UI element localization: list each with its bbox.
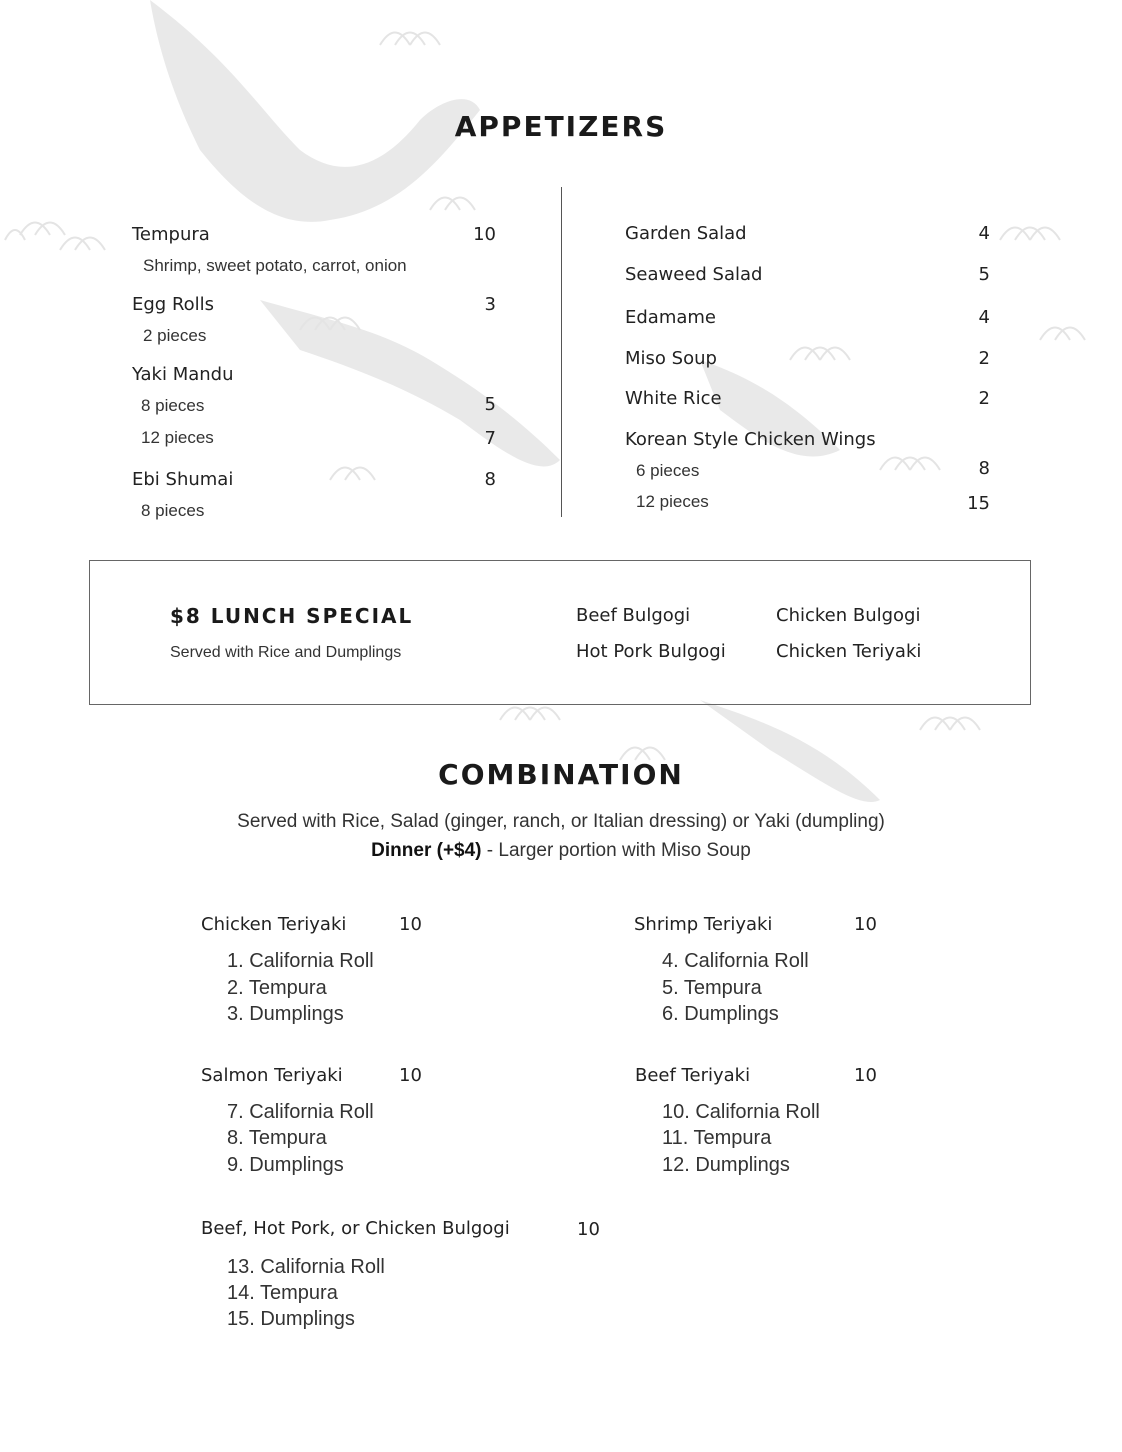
menu-item-option: 12 pieces: [141, 428, 214, 447]
menu-item-option: 8 pieces: [141, 396, 205, 415]
column-divider: [561, 187, 562, 517]
combo-group-name: Salmon Teriyaki: [201, 1065, 343, 1086]
appetizers-heading: APPETIZERS: [454, 110, 668, 143]
combo-option: 3. Dumplings: [227, 1003, 344, 1025]
combo-group-name: Shrimp Teriyaki: [634, 914, 773, 935]
menu-item-price: 8: [484, 469, 496, 490]
lunch-special-subtitle: Served with Rice and Dumplings: [170, 644, 402, 661]
lunch-special-title: $8 LUNCH SPECIAL: [170, 604, 414, 628]
menu-item-price: 4: [978, 223, 990, 244]
combo-group-name: Beef Teriyaki: [635, 1065, 751, 1086]
combo-option: 12. Dumplings: [662, 1154, 790, 1176]
menu-item-name: Edamame: [625, 307, 717, 328]
combo-group-price: 10: [854, 1065, 877, 1086]
menu-item-price: 4: [978, 307, 990, 328]
menu-item-name: Miso Soup: [625, 348, 717, 369]
menu-item-price: 7: [484, 428, 496, 449]
menu-item-price: 8: [978, 458, 990, 479]
menu-item-name: Tempura: [132, 224, 210, 245]
combination-heading: COMBINATION: [438, 758, 684, 791]
menu-item-option: 12 pieces: [636, 492, 709, 511]
combo-group-price: 10: [854, 914, 877, 935]
combo-option: 2. Tempura: [227, 977, 327, 999]
menu-item-price: 2: [978, 388, 990, 409]
combo-option: 9. Dumplings: [227, 1154, 344, 1176]
combo-option: 6. Dumplings: [662, 1003, 779, 1025]
lunch-special-item: Beef Bulgogi: [576, 605, 691, 626]
menu-item-price: 15: [967, 493, 990, 514]
menu-item-price: 3: [484, 294, 496, 315]
menu-item-name: Seaweed Salad: [625, 264, 763, 285]
menu-item-name: Korean Style Chicken Wings: [625, 429, 876, 450]
menu-item-detail: Shrimp, sweet potato, carrot, onion: [143, 256, 407, 275]
combo-group-name: Chicken Teriyaki: [201, 914, 347, 935]
combo-option: 7. California Roll: [227, 1101, 374, 1123]
dinner-upgrade-label: Dinner (+$4): [371, 840, 482, 861]
combination-description: Served with Rice, Salad (ginger, ranch, or Italian dressing) or Yaki (dumpling): [237, 811, 885, 832]
menu-item-detail: 2 pieces: [143, 326, 207, 345]
lunch-special-item: Chicken Bulgogi: [776, 605, 921, 626]
combo-option: 11. Tempura: [662, 1127, 772, 1149]
combo-group-price: 10: [577, 1219, 600, 1240]
lunch-special-item: Hot Pork Bulgogi: [576, 641, 726, 662]
combo-option: 1. California Roll: [227, 950, 374, 972]
lunch-special-item: Chicken Teriyaki: [776, 641, 922, 662]
menu-item-name: White Rice: [625, 388, 722, 409]
combo-group-price: 10: [399, 1065, 422, 1086]
menu-item-name: Yaki Mandu: [132, 364, 234, 385]
dinner-upgrade-detail: - Larger portion with Miso Soup: [481, 840, 751, 861]
menu-item-price: 5: [484, 394, 496, 415]
combo-group-price: 10: [399, 914, 422, 935]
menu-item-price: 10: [473, 224, 496, 245]
combo-option: 4. California Roll: [662, 950, 809, 972]
menu-item-name: Garden Salad: [625, 223, 747, 244]
combo-group-name: Beef, Hot Pork, or Chicken Bulgogi: [201, 1218, 510, 1239]
combo-option: 10. California Roll: [662, 1101, 820, 1123]
combo-option: 5. Tempura: [662, 977, 762, 999]
menu-item-price: 5: [978, 264, 990, 285]
menu-item-price: 2: [978, 348, 990, 369]
menu-item-detail: 8 pieces: [141, 501, 205, 520]
menu-item-name: Ebi Shumai: [132, 469, 234, 490]
combination-dinner-note: [0, 840, 1122, 862]
combo-option: 8. Tempura: [227, 1127, 327, 1149]
combo-option: 13. California Roll: [227, 1256, 385, 1278]
combo-option: 14. Tempura: [227, 1282, 338, 1304]
menu-item-name: Egg Rolls: [132, 294, 215, 315]
menu-item-option: 6 pieces: [636, 461, 700, 480]
lunch-special-box: [89, 560, 1031, 705]
combo-option: 15. Dumplings: [227, 1308, 355, 1330]
